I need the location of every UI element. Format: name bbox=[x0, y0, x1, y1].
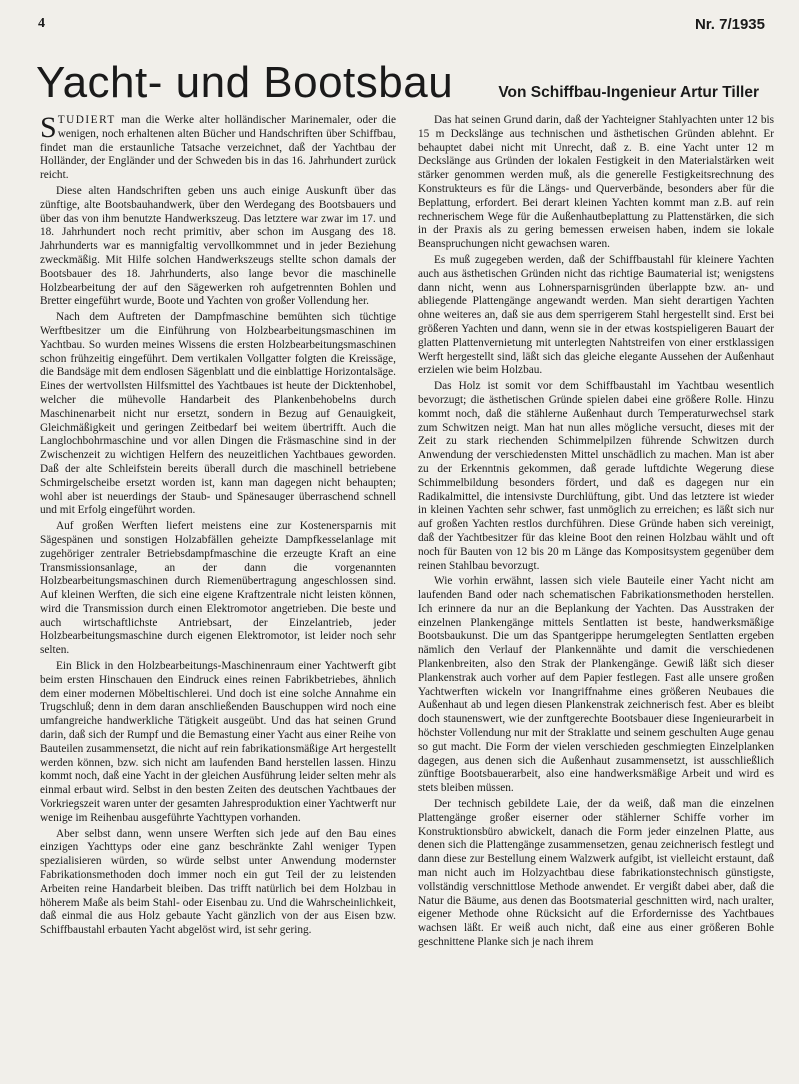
lead-paragraph bbox=[40, 111, 396, 183]
article-author: Von Schiffbau-Ingenieur Artur Tiller bbox=[498, 84, 759, 101]
paragraph: Diese alten Handschriften geben uns auch einige Auskunft über das zünftige, alte Bootsbauhandwerk, über den Werdegang des Bootsbauers und über das von ihm benutzte Handwerkszeug. Das letztere war zwar im 17. und 18. Jahrhundert noch recht primitiv, aber schon im Ausgang des 18. Jahrhunderts war es mannigfaltig vervollkommnet und in jeder Beziehung zweckmäßig. Mit Hilfe solchen Handwerkszeugs stellte schon damals der Bootsbauer des 18. Jahrhunderts, also lange bevor die maschinelle Holzbearbeitung der auf den Sägewerken roh aufgetrennten Bohlen und Bretter eingeführt wurde, Boote und Yachten von großer Vollendung her. bbox=[40, 184, 396, 308]
lead-text: man die Werke alter holländischer Marinemaler, oder die wenigen, noch erhaltenen alten Bücher und Handschriften über Schiffbau, findet man die erstaunliche Tatsache verzeichnet, daß der Yachtbau der Holländer, der Engländer und der Schweden bis in das 16. Jahrhundert zurück reicht. bbox=[40, 114, 396, 182]
paragraph: Aber selbst dann, wenn unsere Werften sich jede auf den Bau eines einzigen Yachttyps oder eine ganz beschränkte Zahl weniger Typen spezialisieren würden, so würde selbst unter Anwendung modernster Fabrikationsmethoden doch immer noch ein gut Teil der zu leistenden Arbeiten reine Handarbeit bleiben. Das trifft natürlich bei dem Holzbau in höherem Maße als beim Stahl- oder Eisenbau zu. Und die Wahrscheinlichkeit, daß einmal die aus Holz gebaute Yacht gänzlich von der aus Eisen bzw. Schiffbaustahl erbauten Yacht abgelöst wird, ist sehr gering. bbox=[40, 827, 396, 937]
article-title: Yacht- und Bootsbau bbox=[36, 58, 454, 107]
paragraph: Ein Blick in den Holzbearbeitungs-Maschinenraum einer Yachtwerft gibt beim ersten Hinschauen den Eindruck eines reinen Fabrikbetriebes, ähnlich dem einer modernen Möbeltischlerei. Und doch ist eine solche Annahme ein Trugschluß; denn in dem daran anschließenden Bauschuppen wird noch eine umfangreiche handwerkliche Tätigkeit ausgeübt. Und das hat seinen Grund darin, daß sich der Rumpf und die Bemastung einer Yacht aus einer Reihe von Bauteilen zusammensetzt, die nicht auf rein fabrikationsmäßige Art hergestellt werden können, bzw. sich nicht am laufenden Band herstellen lassen. Hinzu kommt noch, daß eine Yacht in der gleichen Ausführung leider selten mehr als einmal erbaut wird. Selbst in den besten Zeiten des deutschen Yachtbaues der Vorkriegszeit waren unter der gesamten Jahresproduktion einer Yachtwerft nur wenige im Reihenbau ausgeführte Yachttypen vorhanden. bbox=[40, 660, 396, 824]
paragraph: Wie vorhin erwähnt, lassen sich viele Bauteile einer Yacht nicht am laufenden Band oder nach schematischen Fabrikationsmethoden herstellen. Ich erinnere da nur an die Beplankung der Yachten. Das Ausstraken der einzelnen Plankengänge mittels Sentlatten ist beste, handwerksmäßige Bootsbaukunst. Die um das Spantgerippe herumgelegten Sentlatten ergeben nämlich den Verlauf der Plankennähte und damit die verschiedenen Plankenbreiten, also den Strak der Plankengänge. Gewiß läßt sich dieser Plankenstrak auch vorher auf dem Papier festlegen. Fast alle unsere großen Yachtwerften wickeln vor Inangriffnahme eines größeren Neubaues die Außenhaut ab und legen diesen Plankenstrak zeichnerisch fest. Aber es bleibt doch staunenswert, wie der zunftgerechte Bootsbauer diese Ingenieurarbeit in höchster Vollendung nur mit der Straklatte und seinem geschulten Auge genau so gut macht. Die Form der vielen verschieden geschmiegten Einzelplanken dagegen, aus denen sich die Außenhaut zusammensetzt, ist ausschließlich zünftige Bootsbauerarbeit, also eine handwerksmäßige Arbeit und wird es stets bleiben müssen. bbox=[418, 575, 774, 795]
paragraph: Nach dem Auftreten der Dampfmaschine bemühten sich tüchtige Werftbesitzer um die Einführung von Holzbearbeitungsmaschinen im Yachtbau. So wurden meines Wissens die ersten Holzbearbeitungsmaschinen schon frühzeitig eingeführt. Dem vertikalen Vollgatter folgten die Kreissäge, die Bandsäge mit dem endlosen Sägenblatt und die einblattige Horizontalsäge. Eines der wertvollsten Hilfsmittel des Yachtbaues ist heute der Dicktenhobel, welcher die mühevolle Handarbeit des Plankenbehobelns durch Maschinenarbeit nicht nur ersetzt, sondern in Bezug auf Genauigkeit, Gleichmäßigkeit und geringen Zeitbedarf bei weitem übertrifft. Auch die Langlochbohrmaschine und vor allen Dingen die Fräsmaschine sind in der Zwischenzeit zu wichtigen Helfern des neuzeitlichen Yachtbaues geworden. Daß der alte Schleifstein bereits überall durch die maschinell betriebene Schmirgelscheibe ersetzt worden ist, kann man dagegen nicht behaupten; wohl aber ist neuerdings der Staub- und Spänesauger überraschend schnell und mit Erfolg eingeführt worden. bbox=[40, 311, 396, 517]
lead-caps-word: TUDIERT bbox=[57, 114, 116, 126]
left-column bbox=[40, 111, 396, 940]
paragraph: Es muß zugegeben werden, daß der Schiffbaustahl für kleinere Yachten auch aus ästhetischen Gründen nicht das richtige Baumaterial ist; wenigstens dann nicht, wenn aus Lohnersparnisgründen überlappte bzw. an- und abliegende Plattengänge angewandt werden. Man sieht derartigen Yachten ohne weiteres an, daß sie aus dem sperrigerem Stahl hergestellt sind. Erst bei größeren Yachten und dann, wenn sie in der etwas kostspieligeren Bauart der glatten Plattenvernietung mit unterlegten Nahtstreifen von einer erstklassigen Werft hergestellt sind, läßt sich das gleiche elegante Aussehen der Außenhaut erzielen wie beim Holzbau. bbox=[418, 253, 774, 377]
paragraph: Auf großen Werften liefert meistens eine zur Kostenersparnis mit Sägespänen und sonstigen Holzabfällen geheizte Dampfkesselanlage mit zugehöriger zentraler Betriebsdampfmaschine die erzeugte Kraft an eine Transmissionsanlage, an der dann die vorgenannten Holzbearbeitungsmaschinen durch Riemenübertragung angeschlossen sind. Auf kleinen Werften, die sich eine eigene Kraftzentrale nicht leisten können, wird die Transmission durch einen Elektromotor angetrieben. Die beste und auch wirtschaftlichste Antriebsart, der Einzelantrieb, jeder Holzbearbeitungsmaschine durch eigenen Elektromotor, ist leider noch sehr selten. bbox=[40, 520, 396, 657]
issue-number: Nr. 7/1935 bbox=[694, 16, 765, 33]
right-column bbox=[418, 114, 774, 952]
drop-cap: S bbox=[40, 111, 57, 144]
page-number: 4 bbox=[38, 16, 45, 31]
paragraph: Das hat seinen Grund darin, daß der Yachteigner Stahlyachten unter 12 bis 15 m Deckslänge aus technischen und ästhetischen Gründen ablehnt. Er behauptet dabei nicht mit Unrecht, daß z. B. eine Yacht unter 12 m Deckslänge aus Gründen der lokalen Festigkeit in den Materialstärken weit stärker genommen werden muß, als die generelle Festigkeitsrechnung des Konstrukteurs es für die Längs- und Querverbände, besonders aber für die Beplattung, erfordert. Bei derart kleinen Yachten kommt man z.B. auf rein rechnerischem Wege für die Außenhautbeplattung zu Plattenstärken, die sich in der Praxis als zu gering bemessen erweisen haben, indem sie lokale Beanspruchungen nicht gewachsen waren. bbox=[418, 114, 774, 251]
paragraph: Der technisch gebildete Laie, der da weiß, daß man die einzelnen Plattengänge großer eiserner oder stählerner Schiffe vorher im Konstruktionsbüro abwickelt, danach die Form jeder einzelnen Platte, aus denen sich die Plattengänge zusammensetzen, genau zeichnerisch festlegt und dann diese zur Bestellung einem Walzwerk aufgibt, ist vielleicht erstaunt, daß man nicht auch im Holzyachtbau diese fabrikationstechnisch günstigste, vollständig verschnittlose Methode anwendet. Er vergißt dabei aber, daß die Natur die Bäume, aus denen das Bootsmaterial geschnitten wird, nach uralter, eigener Methode ohne Rücksicht auf die Erfordernisse des Yachtbaues wachsen läßt. Er weiß auch nicht, daß eine aus einer größeren Bohle geschnittene Planke sich je nach ihrem bbox=[418, 798, 774, 949]
paragraph: Das Holz ist somit vor dem Schiffbaustahl im Yachtbau wesentlich bevorzugt; die ästhetischen Gründe spielen dabei eine größere Rolle. Hinzu kommt noch, daß die stählerne Außenhaut durch Temperaturwechsel stark zum Schwitzen neigt. Man hat nun alles mögliche versucht, dieses mit der Zeit zu stark riechenden Schimmelpilzen führende Schwitzen durch Anwendung der verschiedensten Mittel unschädlich zu machen. Man ist aber zu der Erkenntnis gekommen, daß gerade luftdichte Wegerung diese Schimmelbildung besonders fördert, und daß es dagegen nur ein Radikalmittel, die intensivste Durchlüftung, gibt. Und das letztere ist wieder in kleinen Yachten sehr schwer, fast unmöglich zu erreichen; es läßt sich nur auf großen Yachten restlos durchführen. Diese Gründe haben sich vereinigt, daß der Yachtbesitzer für das kleine Boot den reinen Holzbau wählt und oft noch für Bauten von 12 bis 20 m Länge das Kompositsystem gegenüber dem reinen Stahlbau bevorzugt. bbox=[418, 380, 774, 572]
